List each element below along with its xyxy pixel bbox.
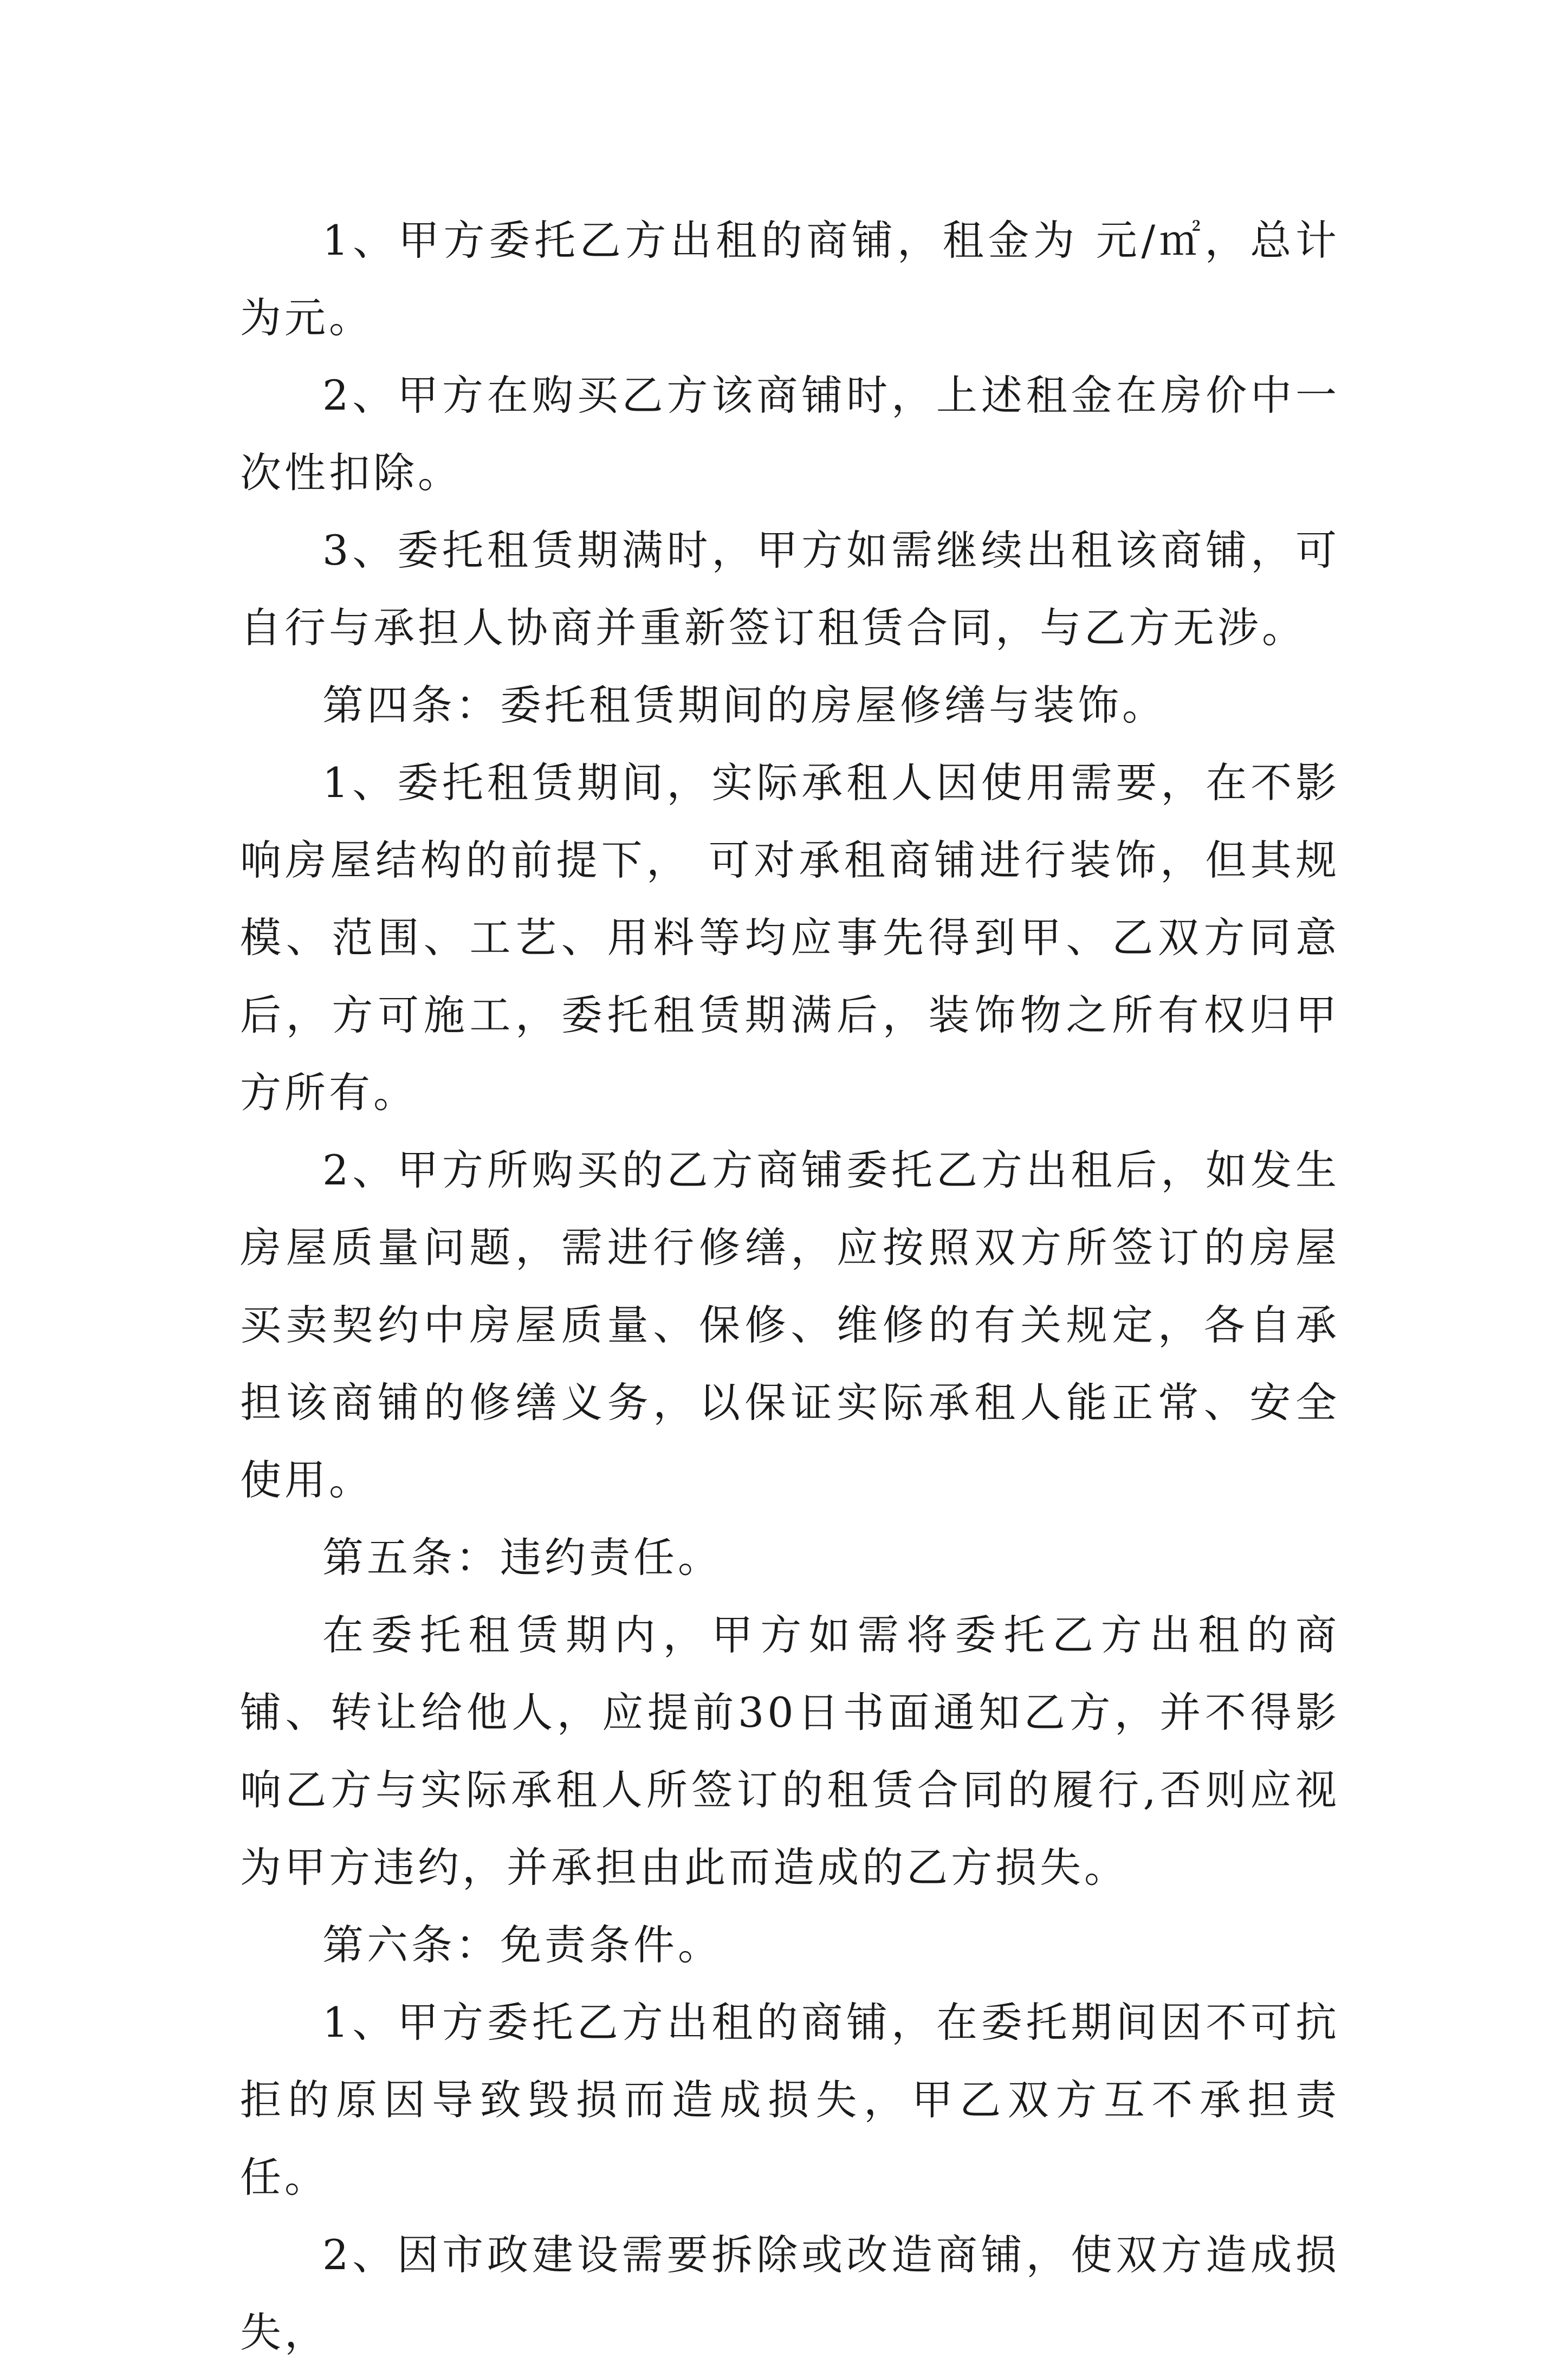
paragraph-municipal-demolition: 2、因市政建设需要拆除或改造商铺，使双方造成损失， <box>240 2231 1340 2356</box>
paragraph-force-majeure: 1、甲方委托乙方出租的商铺，在委托期间因不可抗拒的原因导致毁损而造成损失，甲乙双方互不承担责任。 <box>240 1998 1340 2201</box>
paragraph-repair: 2、甲方所购买的乙方商铺委托乙方出租后，如发生房屋质量问题，需进行修缮，应按照双方所签订的房屋买卖契约中房屋质量、保修、维修的有关规定，各自承担该商铺的修缮义务，以保证实际承租人能正常、安全使用。 <box>240 1146 1340 1504</box>
paragraph-lease-expiry: 3、委托租赁期满时，甲方如需继续出租该商铺，可自行与承担人协商并重新签订租赁合同，与乙方无涉。 <box>240 526 1340 652</box>
document-body <box>240 202 1340 2371</box>
article-5-heading: 第五条：违约责任。 <box>322 1533 722 1582</box>
paragraph-rent-price: 1、甲方委托乙方出租的商铺，租金为 元/㎡，总计为元。 <box>240 216 1340 342</box>
article-4-heading: 第四条：委托租赁期间的房屋修缮与装饰。 <box>322 681 1167 729</box>
paragraph-breach: 在委托租赁期内，甲方如需将委托乙方出租的商铺、转让给他人，应提前30日书面通知乙方，并不得影响乙方与实际承租人所签订的租赁合同的履行,否则应视为甲方违约，并承担由此而造成的乙方损失。 <box>240 1611 1340 1891</box>
paragraph-decoration: 1、委托租赁期间，实际承租人因使用需要，在不影响房屋结构的前提下， 可对承租商铺进行装饰，但其规模、范围、工艺、用料等均应事先得到甲、乙双方同意后，方可施工，委托租赁期满后，装饰物之所有权归甲方所有。 <box>240 759 1340 1117</box>
article-6-heading: 第六条：免责条件。 <box>322 1921 722 1969</box>
paragraph-rent-deduction: 2、甲方在购买乙方该商铺时，上述租金在房价中一次性扣除。 <box>240 371 1340 497</box>
